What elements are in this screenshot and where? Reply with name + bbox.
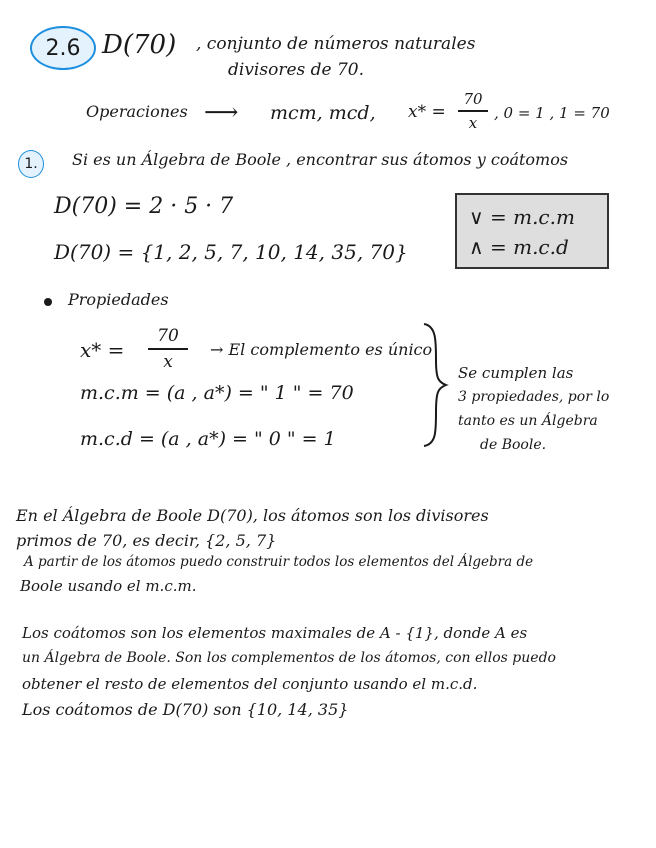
operaciones-list: mcm, mcd, [270, 102, 376, 124]
brace-icon [420, 320, 450, 450]
header-description-line1: , conjunto de números naturales [196, 34, 476, 54]
paragraph2-line3: obtener el resto de elementos del conjunto usando el m.c.d. [22, 675, 478, 693]
paragraph1-line2: primos de 70, es decir, {2, 5, 7} [16, 531, 277, 550]
propiedades-title: Propiedades [68, 290, 169, 309]
fraction-numerator: 70 [157, 326, 179, 346]
property-3: m.c.d = (a , a*) = " 0 " = 1 [80, 428, 336, 450]
divisor-set: D(70) = {1, 2, 5, 7, 10, 14, 35, 70} [54, 240, 408, 264]
operaciones-label: Operaciones [86, 102, 188, 121]
note-line-4: de Boole. [480, 437, 547, 453]
fraction-numerator: 70 [463, 90, 483, 108]
fraction-denominator: x [468, 113, 478, 132]
operations-box [455, 193, 609, 269]
property-2: m.c.m = (a , a*) = " 1 " = 70 [80, 382, 354, 404]
question-text: Si es un Álgebra de Boole , encontrar sus átomos y coátomos [72, 150, 569, 169]
header-description-line2: divisores de 70. [228, 60, 365, 80]
meet-definition: ∧ = m.c.d [469, 235, 569, 259]
join-definition: ∨ = m.c.m [469, 205, 575, 229]
paragraph2-line1: Los coátomos son los elementos maximales de A - {1}, donde A es [22, 624, 528, 642]
factorization: D(70) = 2 · 5 · 7 [54, 194, 234, 219]
paragraph1-line4: Boole usando el m.c.m. [20, 577, 197, 595]
property-1-rhs: → El complemento es único [210, 340, 433, 359]
property-1-fraction [148, 326, 188, 372]
note-line-2: 3 propiedades, por lo [458, 389, 610, 405]
paragraph2-line2: un Álgebra de Boole. Son los complementos de los átomos, con ellos puedo [22, 650, 556, 666]
arrow-icon: ⟶ [204, 98, 239, 126]
note-line-1: Se cumplen las [458, 364, 574, 382]
header-title: D(70) [102, 30, 177, 60]
fraction-denominator: x [163, 351, 173, 372]
complement-def: x* = [408, 102, 446, 122]
fraction-bar [458, 110, 488, 112]
property-1-lhs: x* = [80, 338, 125, 362]
question-number: 1. [18, 150, 44, 178]
paragraph1-line3: A partir de los átomos puedo construir todos los elementos del Álgebra de [24, 554, 534, 570]
note-line-3: tanto es un Álgebra [458, 413, 598, 429]
fraction-bar [148, 348, 188, 350]
exercise-badge: 2.6 [30, 26, 96, 70]
complement-fraction [458, 90, 488, 132]
paragraph1-line1: En el Álgebra de Boole D(70), los átomos son los divisores [16, 506, 489, 525]
operaciones-rest: , 0 = 1 , 1 = 70 [494, 104, 610, 122]
bullet-icon [44, 298, 52, 306]
paragraph2-line4: Los coátomos de D(70) son {10, 14, 35} [22, 700, 349, 719]
